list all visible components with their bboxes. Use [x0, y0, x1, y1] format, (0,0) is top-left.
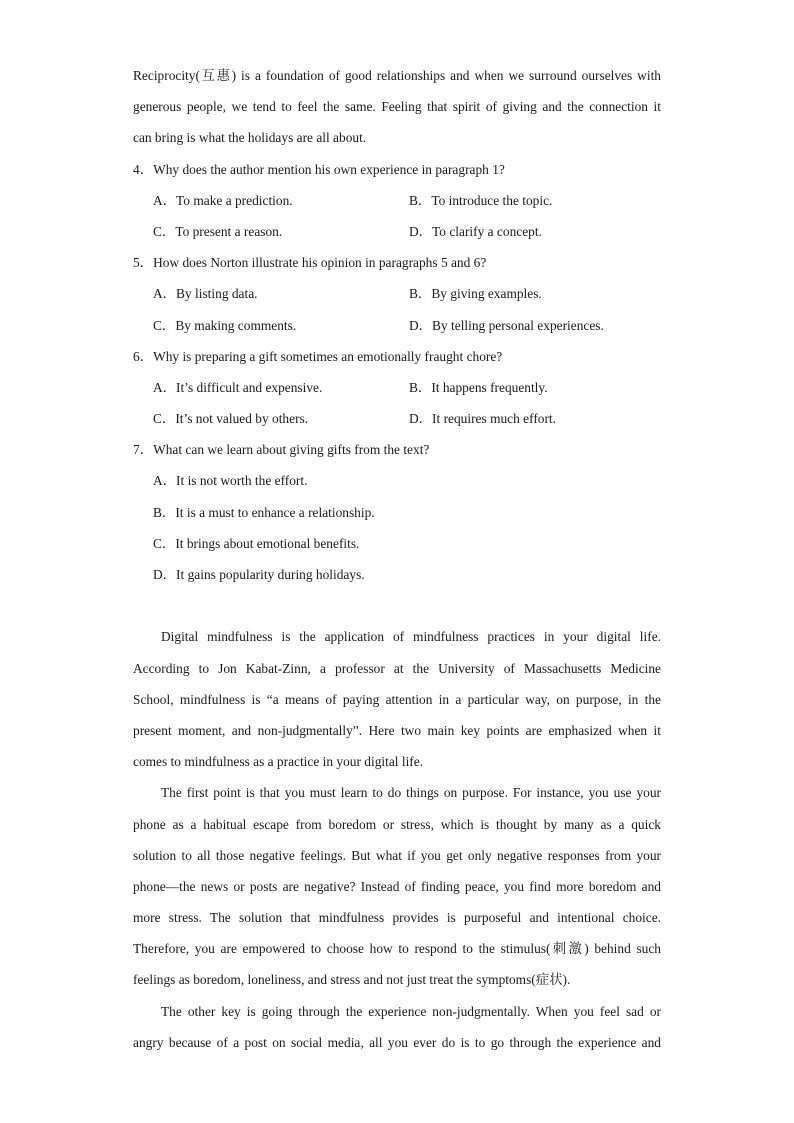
text-line: phone as a habitual escape from boredom or stress, which is thought by many as a quick	[133, 816, 661, 832]
text-line: Digital mindfulness is the application of mindfulness practices in your digital life.	[161, 629, 661, 645]
text-line: Therefore, you are empowered to choose how to respond to the stimulus(刺激) behind such	[133, 941, 661, 957]
text-line: phone—the news or posts are negative? Instead of finding peace, you find more boredom and	[133, 878, 661, 894]
text-line: Reciprocity(互惠) is a foundation of good relationships and when we surround ourselves with	[133, 68, 661, 83]
text-line: The other key is going through the experience non-judgmentally. When you feel sad or	[161, 1003, 661, 1019]
paragraph-3	[133, 996, 661, 1058]
option-d: D．It requires much effort.	[409, 411, 557, 427]
text-line: According to Jon Kabat-Zinn, a professor at the University of Massachusetts Medicine	[133, 660, 661, 676]
question-5	[133, 247, 661, 341]
text-line: School, mindfulness is “a means of paying attention in a particular way, on purpose, in the	[133, 691, 661, 707]
question-7	[133, 434, 661, 590]
question-stem: 4．Why does the author mention his own experience in paragraph 1?	[133, 161, 505, 177]
text-line: solution to all those negative feelings. But what if you get only negative responses from your	[133, 847, 661, 863]
question-4	[133, 154, 661, 248]
option-d: D．It gains popularity during holidays.	[153, 567, 365, 582]
option-a: A．It’s difficult and expensive.	[153, 379, 323, 395]
option-c: C．To present a reason.	[153, 223, 283, 239]
option-b: B．It happens frequently.	[409, 379, 548, 395]
option-a: A．It is not worth the effort.	[153, 473, 308, 489]
paragraph-2	[133, 777, 661, 995]
text-line: present moment, and non-judgmentally”. Here two main key points are emphasized when it	[133, 722, 661, 738]
option-b: B．It is a must to enhance a relationship.	[153, 504, 375, 520]
option-d: D．To clarify a concept.	[409, 223, 542, 239]
text-line: more stress. The solution that mindfulness provides is purposeful and intentional choice.	[133, 910, 661, 926]
text-line: angry because of a post on social media, all you ever do is to go through the experience and	[133, 1034, 661, 1050]
option-b: B．To introduce the topic.	[409, 192, 553, 208]
option-c: C．By making comments.	[153, 317, 297, 333]
option-c: C．It’s not valued by others.	[153, 411, 309, 427]
section-spacer	[133, 590, 661, 621]
option-c: C．It brings about emotional benefits.	[153, 535, 360, 551]
text-line: can bring is what the holidays are all about.	[133, 130, 367, 146]
option-b: B．By giving examples.	[409, 286, 542, 302]
text-line: generous people, we tend to feel the same. Feeling that spirit of giving and the connection it	[133, 99, 661, 115]
option-a: A．By listing data.	[153, 286, 258, 302]
passage-2	[133, 621, 661, 1058]
text-line: comes to mindfulness as a practice in your digital life.	[133, 754, 424, 770]
question-stem: 5．How does Norton illustrate his opinion in paragraphs 5 and 6?	[133, 255, 487, 271]
option-d: D．By telling personal experiences.	[409, 317, 604, 333]
document-page	[133, 60, 661, 1058]
question-stem: 7．What can we learn about giving gifts from the text?	[133, 442, 430, 458]
question-stem: 6．Why is preparing a gift sometimes an emotionally fraught chore?	[133, 348, 503, 364]
text-line: feelings as boredom, loneliness, and stress and not just treat the symptoms(症状).	[133, 972, 571, 988]
paragraph-1	[133, 621, 661, 777]
question-6	[133, 341, 661, 435]
option-a: A．To make a prediction.	[153, 192, 293, 208]
text-line: The first point is that you must learn to do things on purpose. For instance, you use your	[161, 785, 661, 801]
passage-ending	[133, 60, 661, 154]
